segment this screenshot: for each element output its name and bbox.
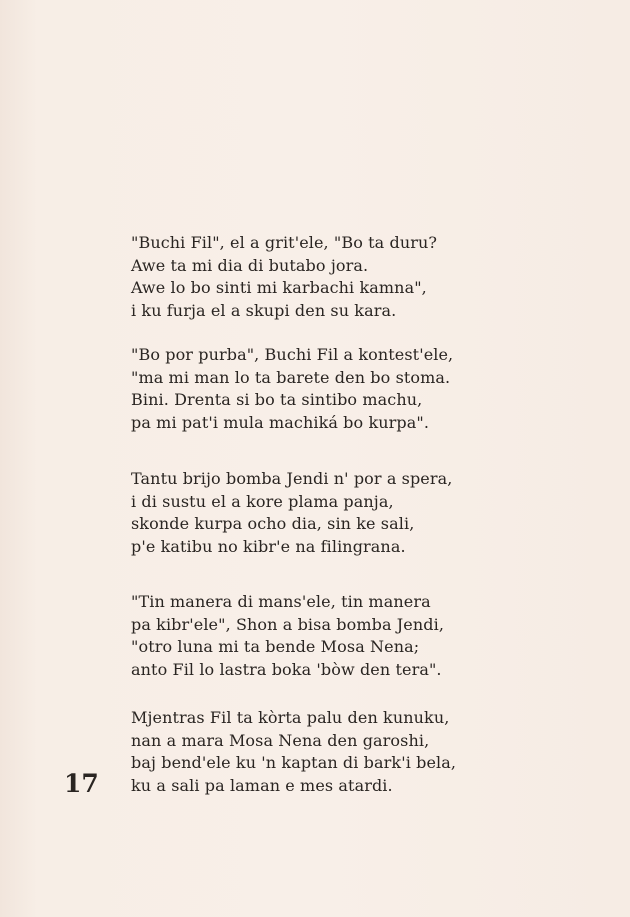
poem-line: "Bo por purba", Buchi Fil a kontest'ele, (131, 345, 454, 364)
poem-line: baj bend'ele ku 'n kaptan di bark'i bela, (131, 753, 457, 772)
poem-line: nan a mara Mosa Nena den garoshi, (131, 730, 430, 750)
poem-line: Awe ta mi dia di butabo jora. (131, 255, 369, 275)
poem-line: i di sustu el a kore plama panja, (131, 491, 394, 511)
poem-line: skonde kurpa ocho dia, sin ke sali, (131, 514, 415, 533)
poem-line: pa kibr'ele", Shon a bisa bomba Jendi, (131, 614, 445, 634)
stanza-1 (131, 232, 601, 322)
page-number: 17 (64, 769, 99, 798)
poem-line: ku a sali pa laman e mes atardi. (131, 775, 393, 795)
stanza-2 (131, 344, 601, 434)
poem-line: "Buchi Fil", el a grit'ele, "Bo ta duru? (131, 233, 438, 252)
poem-line: i ku furja el a skupi den su kara. (131, 300, 397, 320)
poem-line: "Tin manera di mans'ele, tin manera (131, 592, 431, 611)
poem-line: anto Fil lo lastra boka 'bòw den tera". (131, 659, 442, 679)
poem-line: p'e katibu no kibr'e na filingrana. (131, 536, 406, 556)
poem-line: Awe lo bo sinti mi karbachi kamna", (131, 278, 427, 297)
poem-line: Tantu brijo bomba Jendi n' por a spera, (131, 469, 453, 488)
poem-line: pa mi pat'i mula machiká bo kurpa". (131, 412, 430, 432)
poem-line: "otro luna mi ta bende Mosa Nena; (131, 637, 420, 656)
stanza-4 (131, 591, 601, 681)
stanza-3 (131, 468, 601, 558)
poem-line: Mjentras Fil ta kòrta palu den kunuku, (131, 708, 450, 727)
stanza-5 (131, 707, 601, 797)
poem-line: Bini. Drenta si bo ta sintibo machu, (131, 390, 423, 409)
poem-line: "ma mi man lo ta barete den bo stoma. (131, 367, 451, 387)
